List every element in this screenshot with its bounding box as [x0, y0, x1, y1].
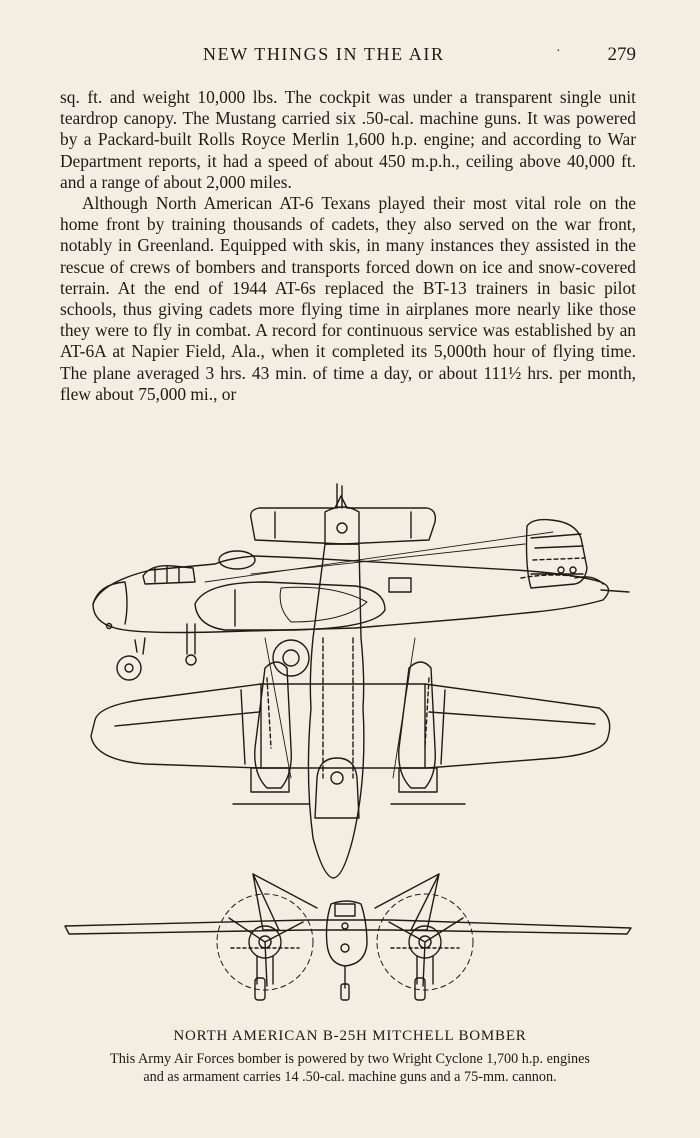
running-head [60, 44, 636, 70]
body-text [60, 87, 636, 405]
plan-view-drawing [91, 496, 610, 878]
paragraph-continued: sq. ft. and weight 10,000 lbs. The cockpit was under a transparent single unit teardrop canopy. The Mustang carried six .50-cal. machine guns. It was powered by a Packard-built Rolls Royce Merlin 1,600 h.p. engine; and according to War Department reports, it had a speed of about 450 m.p.h., ceiling above 40,000 ft. and a range of about 2,000 miles. [60, 87, 636, 192]
side-view-drawing [93, 484, 629, 680]
figure-caption-line: and as armament carries 14 .50-cal. machine guns and a 75-mm. cannon. [143, 1069, 557, 1085]
figure-caption-title: NORTH AMERICAN B-25H MITCHELL BOMBER [173, 1028, 527, 1044]
figure-caption-line: This Army Air Forces bomber is powered by two Wright Cyclone 1,700 h.p. engines [110, 1051, 590, 1067]
running-head-ornament: · [556, 44, 561, 59]
running-title: NEW THINGS IN THE AIR [203, 44, 445, 64]
figure-caption [50, 1050, 650, 1086]
page-number: 279 [607, 44, 636, 65]
b25h-three-view-drawing [55, 478, 645, 1013]
paragraph-at6-texans: Although North American AT-6 Texans played their most vital role on the home front by training thousands of cadets, they also served on the war front, notably in Greenland. Equipped with skis, in many instances they assisted in the rescue of crews of bombers and transports forced down on ice and snow-covered terrain. At the end of 1944 AT-6s replaced the BT-13 trainers in basic pilot schools, thus giving cadets more flying time in airplanes more nearly like those they were to fly in combat. A record for continuous service was established by an AT-6A at Napier Field, Ala., when it completed its 5,000th hour of flying time. The plane averaged 3 hrs. 43 min. of time a day, or about 111½ hrs. per month, flew about 75,000 mi., or [60, 193, 636, 404]
front-view-drawing [65, 874, 631, 1000]
